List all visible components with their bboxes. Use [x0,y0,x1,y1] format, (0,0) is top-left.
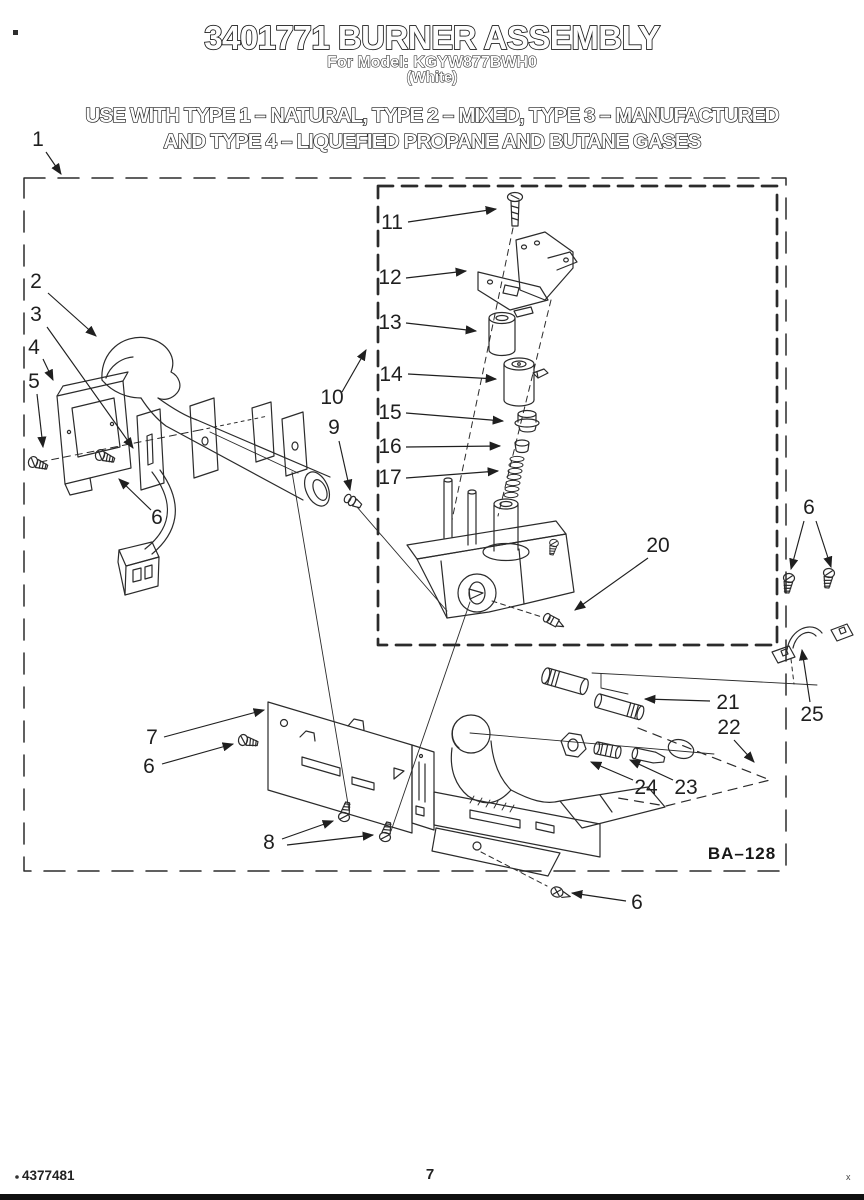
callout-6-clamp-label: 6 [803,496,815,519]
usage-line-1: USE WITH TYPE 1 – NATURAL, TYPE 2 – MIXED, TYPE 3 – MANUFACTURED [85,104,779,127]
screw-5 [27,455,49,471]
diagram-art [24,178,853,900]
part-brackets-left [40,398,307,490]
callout-22-label: 22 [717,716,741,739]
callout-10 [320,350,366,409]
callout-5 [28,370,43,447]
callout-14 [379,363,496,386]
callout-17 [378,466,498,489]
callout-11 [381,209,496,234]
screw-6-bracket [237,734,258,749]
part-fitting-20 [542,612,566,630]
page-number: 7 [425,1166,435,1183]
callout-21 [645,691,740,714]
callouts [28,128,831,914]
callout-6-bottom-label: 6 [631,891,643,914]
callout-11-label: 11 [381,211,403,234]
callout-6-bracket-label: 6 [143,755,155,778]
callout-21-label: 21 [716,691,740,714]
callout-25-label: 25 [800,703,824,726]
callout-13-label: 13 [378,311,402,334]
header [85,19,778,153]
callout-20 [575,534,670,610]
callout-17-label: 17 [378,466,402,489]
callout-3 [30,303,133,448]
part-igniter [57,372,175,595]
page-title: 3401771 BURNER ASSEMBLY [204,19,660,56]
figure-code: BA–128 [707,844,777,863]
callout-12-label: 12 [378,266,402,289]
callout-20-label: 20 [646,534,670,557]
callout-5-label: 5 [28,370,40,393]
callout-2-label: 2 [30,270,42,293]
part-orifice-9 [343,493,364,511]
print-artifact-dot [15,1175,19,1179]
screw-8b [379,821,394,842]
usage-line-2: AND TYPE 4 – LIQUEFIED PROPANE AND BUTANE GASES [163,130,701,153]
callout-24-label: 24 [634,776,658,799]
callout-1-label: 1 [32,128,44,151]
callout-1 [32,128,61,174]
callout-16 [378,435,500,458]
callout-8-label: 8 [263,831,275,854]
screw-6-clamp-a [782,573,795,594]
callout-6-left-label: 6 [151,506,163,529]
scan-edge-bar [0,1194,864,1200]
callout-8 [263,821,373,854]
edge-mark: x [846,1172,851,1182]
part-stack [452,193,577,521]
callout-14-label: 14 [379,363,403,386]
callout-22 [717,716,754,762]
callout-6-bottom [572,891,643,914]
doc-number: 4377481 [22,1168,75,1183]
callout-3-label: 3 [30,303,42,326]
footer [15,1166,851,1183]
callout-7-label: 7 [146,726,158,749]
part-gas-valve [407,478,574,631]
callout-4-label: 4 [28,336,40,359]
callout-15 [378,401,503,424]
model-line: For Model: KGYW877BWH0 [327,54,537,71]
screw-6-clamp-b [822,568,835,589]
finish-line: (White) [406,69,458,86]
part-clamp-25 [592,624,853,694]
callout-12 [378,266,466,289]
callout-15-label: 15 [378,401,402,424]
callout-9 [328,416,350,490]
screw-6-bottom [550,886,572,901]
callout-6-clamp [791,496,831,569]
callout-23-label: 23 [674,776,698,799]
outer-assembly-boundary [24,178,786,871]
part-burner-tube [102,337,334,509]
callout-16-label: 16 [378,435,402,458]
callout-24 [591,762,658,799]
callout-9-label: 9 [328,416,340,439]
alignment-lines [292,472,470,831]
callout-6-bracket [143,744,233,778]
callout-10-label: 10 [320,386,344,409]
callout-25 [800,650,823,726]
page-corner-mark [13,30,18,35]
callout-13 [378,311,476,334]
